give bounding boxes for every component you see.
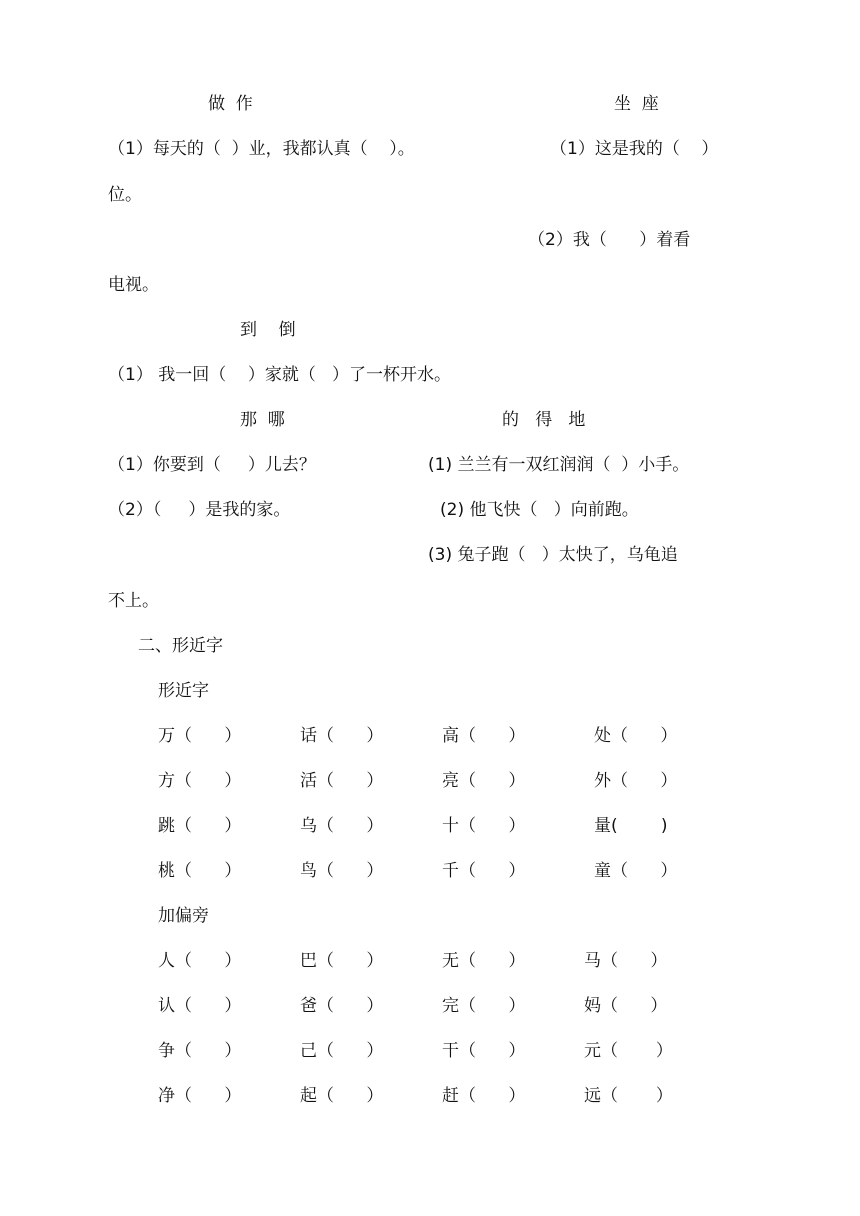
- char-pair-na: 那 哪: [240, 410, 285, 430]
- grid-cell: 人（ ）: [158, 951, 242, 971]
- grid-cell: 认（ ）: [158, 996, 242, 1016]
- grid-cell: 话（ ）: [300, 726, 384, 746]
- grid-cell: 处（ ）: [594, 726, 678, 746]
- grid-cell: 鸟（ ）: [300, 861, 384, 881]
- question-line: （1）你要到（ ）儿去？: [108, 455, 316, 475]
- grid-cell: 方（ ）: [158, 771, 242, 791]
- grid-cell: 外（ ）: [594, 771, 678, 791]
- grid-cell: 十（ ）: [442, 816, 526, 836]
- question-line: (3) 兔子跑（ ）太快了，乌龟追: [428, 545, 678, 565]
- grid-cell: 妈（ ）: [584, 996, 668, 1016]
- char-pair-zuo-work: 做 作: [208, 94, 253, 114]
- grid-cell: 活（ ）: [300, 771, 384, 791]
- question-line: （1） 我一回（ ）家就（ ）了一杯开水。: [108, 365, 452, 385]
- subsection-title: 加偏旁: [158, 906, 209, 926]
- char-pair-dao: 到 倒: [240, 320, 296, 340]
- grid-cell: 爸（ ）: [300, 996, 384, 1016]
- grid-cell: 量( ): [594, 816, 668, 836]
- grid-cell: 争（ ）: [158, 1041, 242, 1061]
- question-line: （1）每天的（ ）业，我都认真（ ）。: [108, 139, 415, 159]
- question-line: (1) 兰兰有一双红润润（ ）小手。: [428, 455, 690, 475]
- grid-cell: 远（ ）: [584, 1086, 673, 1106]
- grid-cell: 元（ ）: [584, 1041, 673, 1061]
- subsection-title: 形近字: [158, 681, 209, 701]
- grid-cell: 起（ ）: [300, 1086, 384, 1106]
- grid-cell: 跳（ ）: [158, 816, 242, 836]
- grid-cell: 高（ ）: [442, 726, 526, 746]
- char-pair-zuo-sit: 坐 座: [614, 94, 659, 114]
- question-line: 位。: [108, 185, 142, 205]
- grid-cell: 万（ ）: [158, 726, 242, 746]
- grid-cell: 干（ ）: [442, 1041, 526, 1061]
- grid-cell: 童（ ）: [594, 861, 678, 881]
- grid-cell: 巴（ ）: [300, 951, 384, 971]
- grid-cell: 亮（ ）: [442, 771, 526, 791]
- char-pair-de: 的 得 地: [502, 410, 586, 430]
- grid-cell: 无（ ）: [442, 951, 526, 971]
- question-line: （2）我（ ）着看: [528, 230, 691, 250]
- question-line: 电视。: [108, 275, 159, 295]
- section-title: 二、形近字: [138, 636, 223, 656]
- grid-cell: 千（ ）: [442, 861, 526, 881]
- question-line: （1）这是我的（ ）: [550, 139, 719, 159]
- grid-cell: 完（ ）: [442, 996, 526, 1016]
- grid-cell: 净（ ）: [158, 1086, 242, 1106]
- grid-cell: 桃（ ）: [158, 861, 242, 881]
- grid-cell: 乌（ ）: [300, 816, 384, 836]
- question-line: 不上。: [108, 591, 159, 611]
- grid-cell: 赶（ ）: [442, 1086, 526, 1106]
- question-line: (2) 他飞快（ ）向前跑。: [440, 500, 639, 520]
- grid-cell: 己（ ）: [300, 1041, 384, 1061]
- question-line: （2）（ ）是我的家。: [108, 500, 291, 520]
- grid-cell: 马（ ）: [584, 951, 668, 971]
